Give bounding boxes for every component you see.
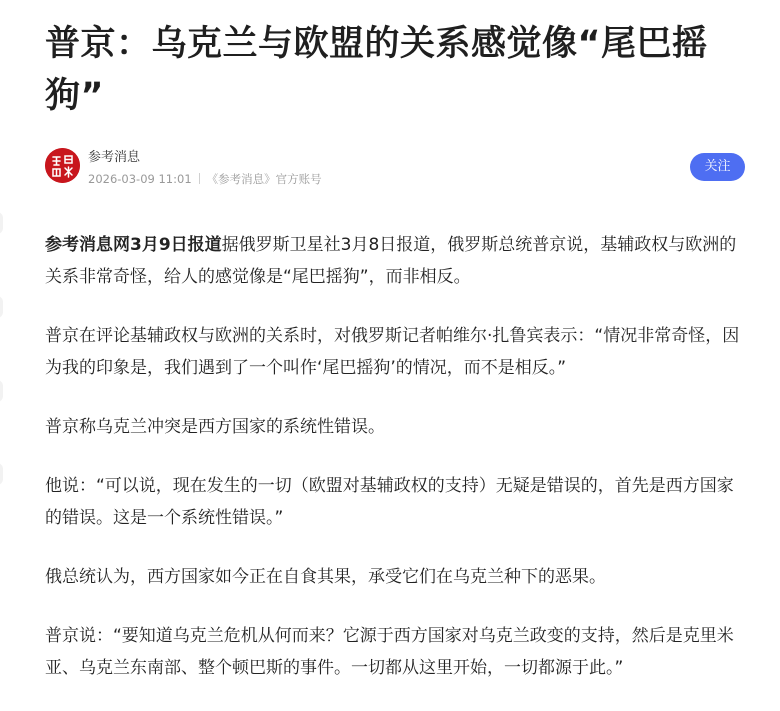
follow-button[interactable]: 关注 bbox=[690, 153, 745, 181]
article-paragraph bbox=[45, 320, 750, 384]
meta-divider bbox=[199, 173, 200, 184]
side-toolbar-tab[interactable] bbox=[0, 296, 3, 318]
side-toolbar-tab[interactable] bbox=[0, 380, 3, 402]
article-title: 普京：乌克兰与欧盟的关系感觉像“尾巴摇狗” bbox=[45, 24, 708, 116]
cankao-xiaoxi-logo-icon bbox=[45, 148, 80, 183]
author-bar bbox=[45, 148, 745, 188]
account-label: 《参考消息》官方账号 bbox=[206, 172, 322, 186]
publish-datetime: 2026-03-09 11:01 bbox=[88, 172, 192, 186]
avatar[interactable] bbox=[45, 148, 80, 183]
article-paragraph bbox=[45, 620, 750, 684]
paragraph-text: 据俄罗斯卫星社3月8日报道，俄罗斯总统普京说，基辅政权与欧洲的关系非常奇怪，给人的感觉像是“尾巴摇狗”，而非相反。 bbox=[45, 235, 737, 287]
author-name[interactable]: 参考消息 bbox=[88, 150, 141, 165]
paragraph-text: 他说：“可以说，现在发生的一切（欧盟对基辅政权的支持）无疑是错误的，首先是西方国家的错误。这是一个系统性错误。” bbox=[45, 476, 734, 528]
article-paragraph bbox=[45, 470, 750, 534]
article-paragraph bbox=[45, 411, 750, 443]
paragraph-text: 普京称乌克兰冲突是西方国家的系统性错误。 bbox=[45, 417, 385, 437]
paragraph-text: 俄总统认为，西方国家如今正在自食其果，承受它们在乌克兰种下的恶果。 bbox=[45, 567, 606, 587]
article-paragraph bbox=[45, 561, 750, 593]
paragraph-text: 普京在评论基辅政权与欧洲的关系时，对俄罗斯记者帕维尔·扎鲁宾表示：“情况非常奇怪，因为我的印象是，我们遇到了一个叫作‘尾巴摇狗’的情况，而不是相反。” bbox=[45, 326, 740, 378]
paragraph-text: 普京说：“要知道乌克兰危机从何而来？它源于西方国家对乌克兰政变的支持，然后是克里米亚、乌克兰东南部、整个顿巴斯的事件。一切都从这里开始，一切都源于此。” bbox=[45, 626, 734, 678]
author-meta bbox=[88, 171, 322, 187]
side-toolbar-tab[interactable] bbox=[0, 212, 3, 234]
paragraph-lead: 参考消息网3月9日报道 bbox=[45, 235, 222, 255]
article-paragraph bbox=[45, 229, 750, 293]
article-body bbox=[45, 229, 750, 711]
side-toolbar-tab[interactable] bbox=[0, 463, 3, 485]
